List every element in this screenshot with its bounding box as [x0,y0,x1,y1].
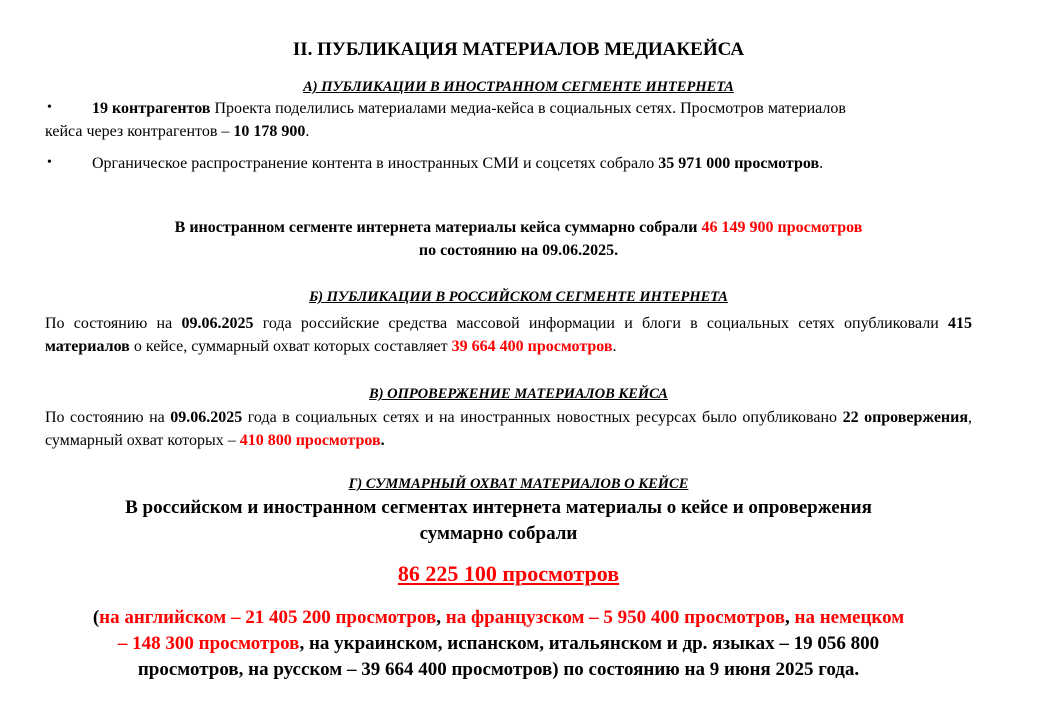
bullet1-line1 [92,100,846,118]
p-date: 09.06.2025 [170,409,243,426]
p-text: о кейсе, суммарный охват которых составляет [129,338,452,355]
p-text: . [612,338,617,355]
section-d-heading: Г) СУММАРНЫЙ ОХВАТ МАТЕРИАЛОВ О КЕЙСЕ [348,476,689,492]
p-text: года в социальных сетях и на иностранных новостных ресурсах было опубликовано [242,409,843,426]
bullet2-line [92,155,823,173]
section-d-line2: суммарно собрали [419,523,578,544]
bullet1-end: . [305,123,310,140]
summary-red: 46 149 900 просмотров [701,219,863,236]
paren-open: ( [92,607,100,628]
separator: , [436,607,446,628]
section-b-heading: Б) ПУБЛИКАЦИИ В РОССИЙСКОМ СЕГМЕНТЕ ИНТЕРНЕТА [309,289,728,305]
p-date: 09.06.2025 [181,315,254,332]
breakdown-other: , на украинском, испанском, итальянском и др. языках – 19 056 800 [299,633,880,654]
bullet2-text: Органическое распространение контента в иностранных СМИ и соцсетях собрало [92,155,659,172]
bullet1-line2-text: кейса через контрагентов – [45,123,234,140]
p-text: года российские средства массовой информации и блоги в социальных сетях опубликовали [253,315,949,332]
bullet1-num: 10 178 900 [233,123,306,140]
p-text: По состоянию на [45,315,182,332]
section-a-summary-date: по состоянию на 09.06.2025. [418,242,619,259]
breakdown-german-value: – 148 300 просмотров [117,633,300,654]
section-c-paragraph [45,406,972,452]
section-a-heading: А) ПУБЛИКАЦИИ В ИНОСТРАННОМ СЕГМЕНТЕ ИНТЕРНЕТА [303,79,734,95]
p-text: . [380,432,385,449]
breakdown-line1 [0,607,1017,629]
section-d-line1: В российском и иностранном сегментах интернета материалы о кейсе и опровержения [125,497,872,518]
breakdown-line3: просмотров, на русском – 39 664 400 просмотров) по состоянию на 9 июня 2025 года. [137,659,860,680]
breakdown-english: на английском – 21 405 200 просмотров [99,607,437,628]
bullet-dot: • [47,155,52,170]
section-a-summary [0,219,1037,237]
bullet2-bold: 35 971 000 просмотров [658,155,820,172]
p-count: 22 опровержения [842,409,969,426]
bullet1-line2 [45,123,309,141]
bullet1-bold: 19 контрагентов [92,100,211,117]
p-red: 39 664 400 просмотров [451,338,613,355]
bullet-dot: • [47,100,52,115]
p-text: По состоянию на [45,409,171,426]
bullet1-text: Проекта поделились материалами медиа-кейса в социальных сетях. Просмотров материалов [210,100,846,117]
breakdown-line2 [0,633,1017,655]
p-count: 415 материалов [45,315,973,355]
separator: , [785,607,795,628]
total-views: 86 225 100 просмотров [397,561,620,586]
p-text: , суммарный охват которых – [45,409,973,449]
breakdown-german: на немецком [794,607,905,628]
section-c-heading: В) ОПРОВЕРЖЕНИЕ МАТЕРИАЛОВ КЕЙСА [369,386,668,402]
p-red: 410 800 просмотров [239,432,381,449]
page-title: II. ПУБЛИКАЦИЯ МАТЕРИАЛОВ МЕДИАКЕЙСА [292,39,745,60]
bullet2-end: . [819,155,824,172]
breakdown-french: на французском – 5 950 400 просмотров [445,607,785,628]
section-b-paragraph [45,312,972,358]
summary-text: В иностранном сегменте интернета материалы кейса суммарно собрали [174,219,702,236]
